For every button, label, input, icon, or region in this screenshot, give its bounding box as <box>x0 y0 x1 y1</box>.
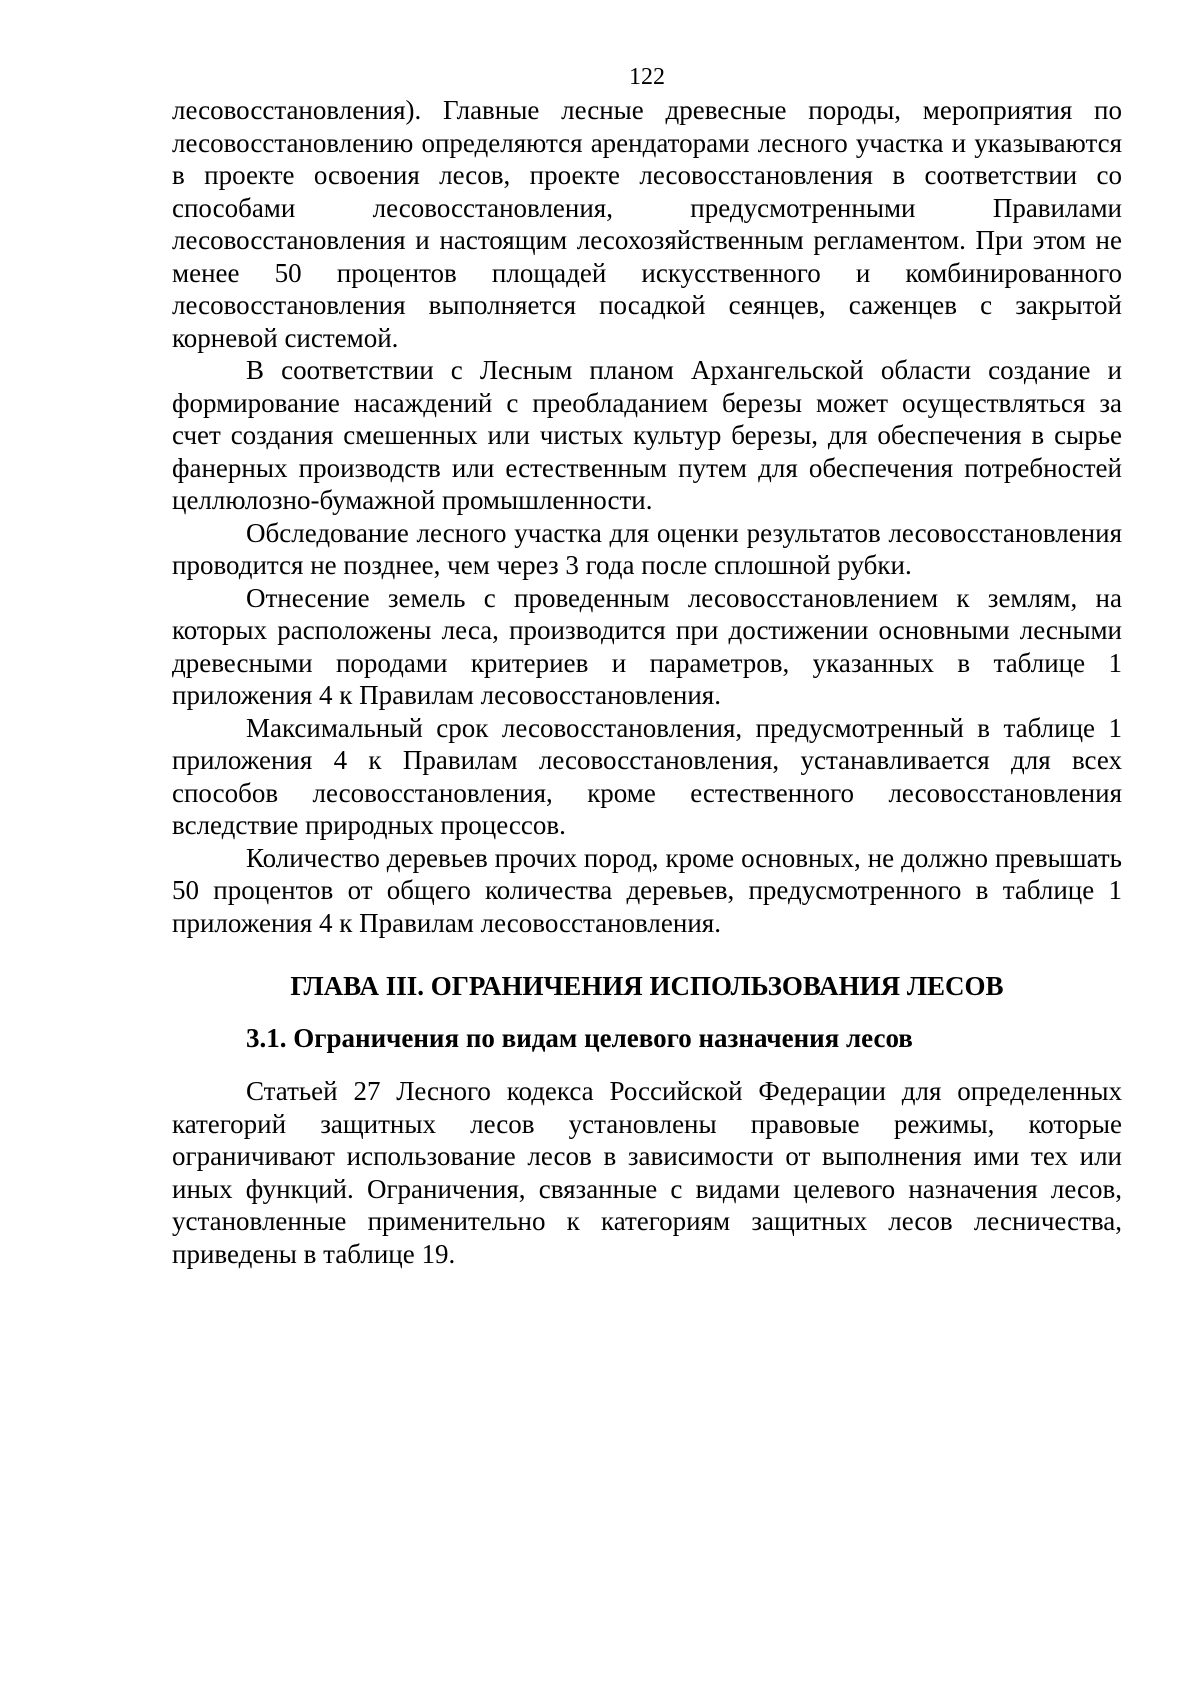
paragraph-site-survey: Обследование лесного участка для оценки результатов лесовосстановления проводится не позднее, чем через 3 года после сплошной рубки. <box>172 517 1122 580</box>
paragraph-max-term: Максимальный срок лесовосстановления, предусмотренный в таблице 1 приложения 4 к Правилам лесовосстановления, устанавливается для всех способов лесовосстановления, кроме естественного лесовосстановления вследствие природных процессов. <box>172 712 1122 840</box>
paragraph-birch-plantations: В соответствии с Лесным планом Архангельской области создание и формирование насаждений с преобладанием березы может осуществляться за счет создания смешенных или чистых культур березы, для обеспечения в сырье фанерных производств или естественным путем для обеспечения потребностей целлюлозно-бумажной промышленности. <box>172 355 1122 515</box>
document-page <box>172 62 1122 1270</box>
section-heading: 3.1. Ограничения по видам целевого назначения лесов <box>246 1023 913 1053</box>
paragraph-other-species: Количество деревьев прочих пород, кроме основных, не должно превышать 50 процентов от общего количества деревьев, предусмотренного в таблице 1 приложения 4 к Правилам лесовосстановления. <box>172 842 1122 938</box>
chapter-heading: ГЛАВА III. ОГРАНИЧЕНИЯ ИСПОЛЬЗОВАНИЯ ЛЕСОВ <box>290 971 1004 1001</box>
paragraph-forest-code-restrictions: Статьей 27 Лесного кодекса Российской Федерации для определенных категорий защитных лесов установлены правовые режимы, которые ограничивают использование лесов в зависимости от выполнения ими тех или иных функций. Ограничения, связанные с видами целевого назначения лесов, установленные применительно к категориям защитных лесов лесничества, приведены в таблице 19. <box>172 1076 1122 1269</box>
paragraph-reforestation-species: лесовосстановления). Главные лесные древесные породы, мероприятия по лесовосстановлению определяются арендаторами лесного участка и указываются в проекте освоения лесов, проекте лесовосстановления в соответствии со способами лесовосстановления, предусмотренными Правилами лесовосстановления и настоящим лесохозяйственным регламентом. При этом не менее 50 процентов площадей искусственного и комбинированного лесовосстановления выполняется посадкой сеянцев, саженцев с закрытой корневой системой. <box>172 95 1122 353</box>
paragraph-land-classification: Отнесение земель с проведенным лесовосстановлением к землям, на которых расположены леса, производится при достижении основными лесными древесными породами критериев и параметров, указанных в таблице 1 приложения 4 к Правилам лесовосстановления. <box>172 582 1122 710</box>
page-number: 122 <box>629 64 665 90</box>
